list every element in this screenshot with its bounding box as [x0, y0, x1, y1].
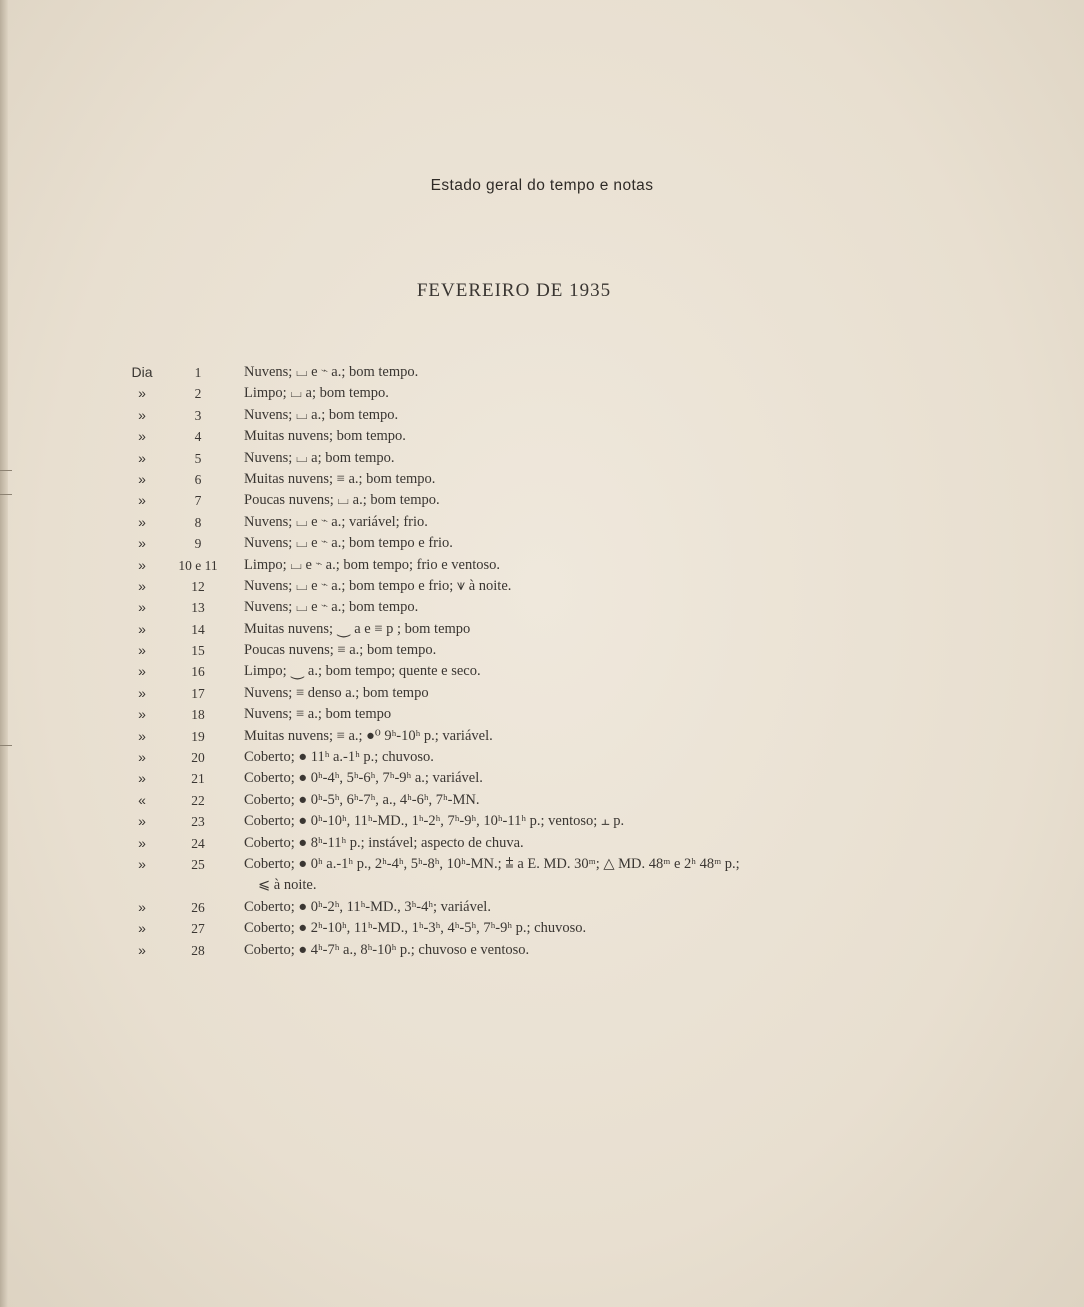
day-number: 4 [194, 429, 202, 445]
weather-note: Muitas nuvens; ≡ a.; bom tempo. [244, 470, 436, 487]
weather-note: Nuvens; ⌴ a; bom tempo. [244, 449, 395, 466]
row-label: » [138, 941, 146, 958]
day-number: 20 [191, 750, 205, 766]
day-number: 24 [191, 835, 205, 851]
row-label: » [138, 834, 146, 851]
day-number: 16 [191, 664, 205, 680]
day-number: 26 [191, 899, 205, 915]
day-number: 19 [191, 728, 205, 744]
table-row [0, 940, 1084, 961]
table-row [0, 597, 1084, 618]
weather-note: Muitas nuvens; bom tempo. [244, 428, 406, 445]
row-label: » [138, 620, 146, 637]
table-row [0, 469, 1084, 490]
weather-note: Coberto; ● 0ʰ a.-1ʰ p., 2ʰ-4ʰ, 5ʰ-8ʰ, 10ʰ-MN.; ⩲ a E. MD. 30ᵐ; △ MD. 48ᵐ e 2ʰ 48ᵐ p.; [244, 855, 740, 872]
row-label: » [138, 470, 146, 487]
day-number: 23 [191, 814, 205, 830]
weather-note: Nuvens; ⌴ e ⌁ a.; bom tempo e frio. [244, 535, 453, 552]
row-label: » [138, 599, 146, 616]
row-label: » [138, 749, 146, 766]
day-number: 17 [191, 685, 205, 701]
table-row [0, 619, 1084, 640]
weather-note: Nuvens; ≡ a.; bom tempo [244, 706, 392, 723]
day-number: 1 [194, 365, 202, 380]
table-row [0, 726, 1084, 747]
day-number: 13 [191, 600, 205, 616]
day-number: 28 [191, 942, 205, 958]
table-row [0, 918, 1084, 939]
day-number: 15 [191, 643, 205, 659]
row-label: Dia [131, 364, 153, 380]
day-number: 12 [191, 578, 205, 594]
weather-notes-table [0, 362, 1084, 961]
table-row [0, 426, 1084, 447]
table-row [0, 704, 1084, 725]
row-label: » [138, 428, 146, 445]
table-row [0, 747, 1084, 768]
row-label: » [138, 406, 146, 423]
table-row [0, 405, 1084, 426]
row-label: » [138, 577, 146, 594]
day-number: 7 [194, 493, 202, 509]
row-label: » [138, 513, 146, 530]
day-number: 18 [191, 707, 205, 723]
day-number: 10 e 11 [178, 557, 218, 573]
day-number: 21 [191, 771, 205, 787]
weather-note: Coberto; ● 0ʰ-4ʰ, 5ʰ-6ʰ, 7ʰ-9ʰ a.; variável. [244, 770, 483, 787]
day-number: 14 [191, 621, 205, 637]
row-label: » [138, 663, 146, 680]
weather-note: Coberto; ● 0ʰ-2ʰ, 11ʰ-MD., 3ʰ-4ʰ; variável. [244, 898, 491, 915]
table-row [0, 640, 1084, 661]
weather-note: Nuvens; ⌴ e ⌁ a.; bom tempo e frio; ⩛ à noite. [244, 577, 512, 594]
row-label: « [138, 791, 146, 808]
table-row [0, 555, 1084, 576]
day-number: 3 [194, 407, 202, 423]
table-row [0, 383, 1084, 404]
table-row [0, 833, 1084, 854]
row-label: » [138, 535, 146, 552]
table-row [0, 683, 1084, 704]
day-number: 22 [191, 792, 205, 808]
weather-note: Nuvens; ≡ denso a.; bom tempo [244, 684, 429, 701]
weather-note: Coberto; ● 2ʰ-10ʰ, 11ʰ-MD., 1ʰ-3ʰ, 4ʰ-5ʰ, 7ʰ-9ʰ p.; chuvoso. [244, 920, 587, 937]
row-label: » [138, 684, 146, 701]
day-number: 8 [194, 514, 202, 530]
table-row [0, 576, 1084, 597]
day-number: 25 [191, 856, 205, 872]
table-row [0, 533, 1084, 554]
row-label: » [138, 706, 146, 723]
weather-note: Nuvens; ⌴ e ⌁ a.; bom tempo. [244, 364, 419, 380]
table-row [0, 897, 1084, 918]
page-header: Estado geral do tempo e notas [430, 177, 654, 194]
table-row [0, 362, 1084, 383]
row-label: » [138, 385, 146, 402]
weather-note: Coberto; ● 8ʰ-11ʰ p.; instável; aspecto de chuva. [244, 834, 524, 851]
row-label: » [138, 770, 146, 787]
weather-note: Muitas nuvens; ≡ a.; ●⁰ 9ʰ-10ʰ p.; variável. [244, 727, 493, 744]
weather-note: Nuvens; ⌴ e ⌁ a.; bom tempo. [244, 599, 419, 616]
weather-note: Poucas nuvens; ⌴ a.; bom tempo. [244, 492, 440, 509]
weather-note: Limpo; ⌴ e ⌁ a.; bom tempo; frio e ventoso. [244, 556, 501, 573]
row-label: » [138, 920, 146, 937]
weather-note: Nuvens; ⌴ e ⌁ a.; variável; frio. [244, 513, 428, 530]
row-label: » [138, 449, 146, 466]
table-row [0, 811, 1084, 832]
table-row [0, 661, 1084, 682]
day-number: 2 [194, 386, 202, 402]
table-row [0, 448, 1084, 469]
table-row [0, 854, 1084, 897]
day-number: 27 [191, 921, 205, 937]
weather-note: Coberto; ● 0ʰ-10ʰ, 11ʰ-MD., 1ʰ-2ʰ, 7ʰ-9ʰ, 10ʰ-11ʰ p.; ventoso; ⫠ p. [244, 813, 625, 830]
row-label: » [138, 556, 146, 573]
weather-note: Limpo; ⏝ a.; bom tempo; quente e seco. [244, 663, 481, 680]
weather-note: Muitas nuvens; ⏝ a e ≡ p ; bom tempo [244, 620, 471, 637]
row-label: » [138, 727, 146, 744]
table-row [0, 490, 1084, 511]
weather-note: Coberto; ● 11ʰ a.-1ʰ p.; chuvoso. [244, 749, 434, 766]
day-number: 6 [194, 471, 202, 487]
row-label: » [138, 492, 146, 509]
day-number: 5 [194, 450, 202, 466]
row-label: » [138, 813, 146, 830]
weather-note: Poucas nuvens; ≡ a.; bom tempo. [244, 642, 437, 659]
table-row [0, 790, 1084, 811]
row-label: » [138, 898, 146, 915]
table-row [0, 768, 1084, 789]
weather-note-continued: ⩽ à noite. [258, 877, 317, 894]
row-label: » [138, 642, 146, 659]
row-label: » [138, 855, 146, 872]
table-row [0, 512, 1084, 533]
page-title: FEVEREIRO DE 1935 [416, 280, 612, 301]
weather-note: Coberto; ● 4ʰ-7ʰ a., 8ʰ-10ʰ p.; chuvoso e ventoso. [244, 941, 530, 958]
weather-note: Coberto; ● 0ʰ-5ʰ, 6ʰ-7ʰ, a., 4ʰ-6ʰ, 7ʰ-MN. [244, 791, 480, 808]
weather-note: Limpo; ⌴ a; bom tempo. [244, 385, 389, 402]
day-number: 9 [194, 536, 202, 552]
weather-note: Nuvens; ⌴ a.; bom tempo. [244, 406, 399, 423]
